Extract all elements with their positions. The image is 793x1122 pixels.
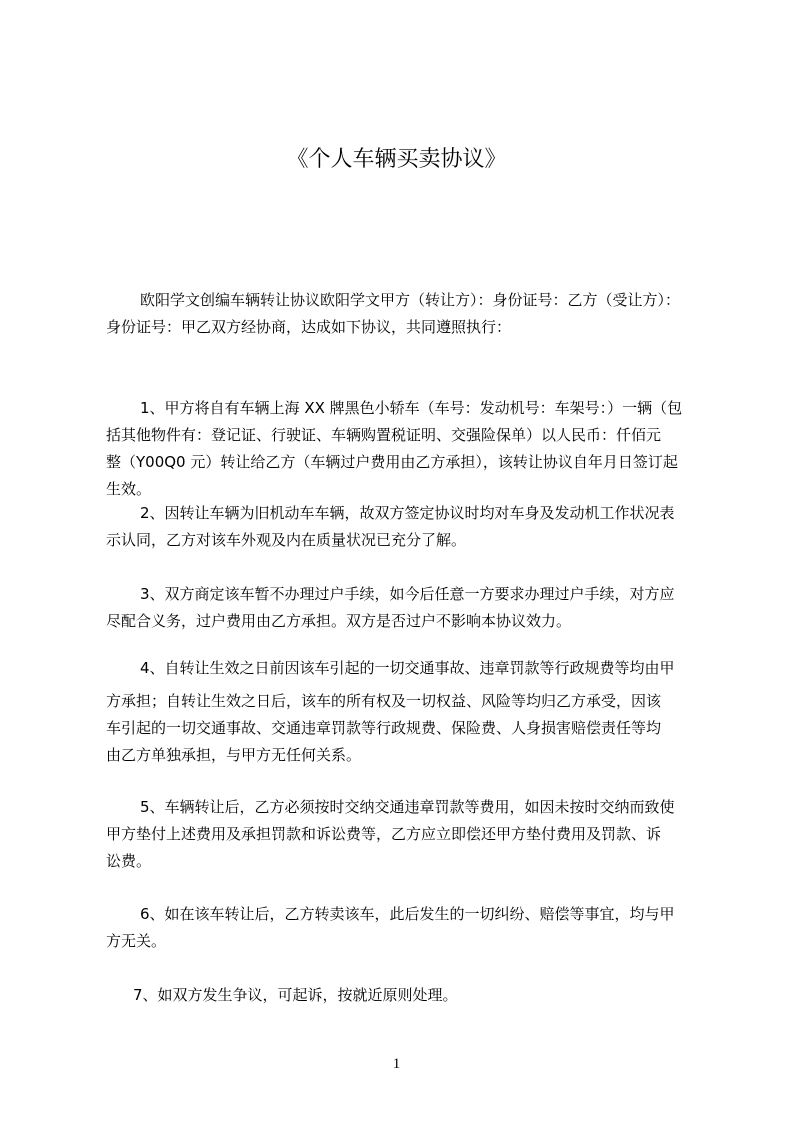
paragraph-3-line: 示认同，乙方对该车外观及内在质量状况已充分了解。	[106, 531, 467, 549]
paragraph-8-line: 7、如双方发生争议，可起诉，按就近原则处理。	[133, 986, 458, 1004]
paragraph-2-line: 生效。	[106, 480, 152, 498]
paragraph-6-line: 5、车辆转让后，乙方必须按时交纳交通违章罚款等费用，如因未按时交纳而致使	[140, 798, 675, 816]
paragraph-6-line: 甲方垫付上述费用及承担罚款和诉讼费等，乙方应立即偿还甲方垫付费用及罚款、诉	[106, 825, 662, 843]
paragraph-5-line: 车引起的一切交通事故、交通违章罚款等行政规费、保险费、人身损害赔偿责任等均	[106, 719, 662, 737]
paragraph-7-line: 方无关。	[106, 932, 167, 950]
paragraph-5-line: 4、自转让生效之日前因该车引起的一切交通事故、违章罚款等行政规费等均由甲	[140, 659, 675, 677]
paragraph-2-line: 括其他物件有：登记证、行驶证、车辆购置税证明、交强险保单）以人民币：仟佰元	[106, 426, 662, 444]
paragraph-7-line: 6、如在该车转让后，乙方转卖该车，此后发生的一切纠纷、赔偿等事宜，均与甲	[140, 905, 675, 923]
paragraph-5-line: 方承担；自转让生效之日后，该车的所有权及一切权益、风险等均归乙方承受，因该	[106, 692, 662, 710]
paragraph-3-line: 2、因转让车辆为旧机动车车辆，故双方签定协议时均对车身及发动机工作状况表	[140, 504, 675, 522]
paragraph-6-line: 讼费。	[106, 852, 152, 870]
document-title: 《个人车辆买卖协议》	[286, 147, 507, 172]
paragraph-1-line: 身份证号：甲乙双方经协商，达成如下协议，共同遵照执行：	[106, 318, 512, 336]
page-number: 1	[392, 1056, 401, 1072]
paragraph-2-line: 1、甲方将自有车辆上海 XX 牌黑色小轿车（车号：发动机号：车架号：）一辆（包	[140, 399, 683, 417]
paragraph-4-line: 尽配合义务，过户费用由乙方承担。双方是否过户不影响本协议效力。	[106, 612, 572, 630]
paragraph-5-line: 由乙方单独承担，与甲方无任何关系。	[106, 746, 362, 764]
paragraph-4-line: 3、双方商定该车暂不办理过户手续，如今后任意一方要求办理过户手续，对方应	[140, 585, 675, 603]
paragraph-1-line: 欧阳学文创编车辆转让协议欧阳学文甲方（转让方）：身份证号：乙方（受让方）：	[140, 291, 681, 309]
paragraph-2-line: 整（Y00Q0 元）转让给乙方（车辆过户费用由乙方承担），该转让协议自年月日签订起	[106, 453, 678, 471]
